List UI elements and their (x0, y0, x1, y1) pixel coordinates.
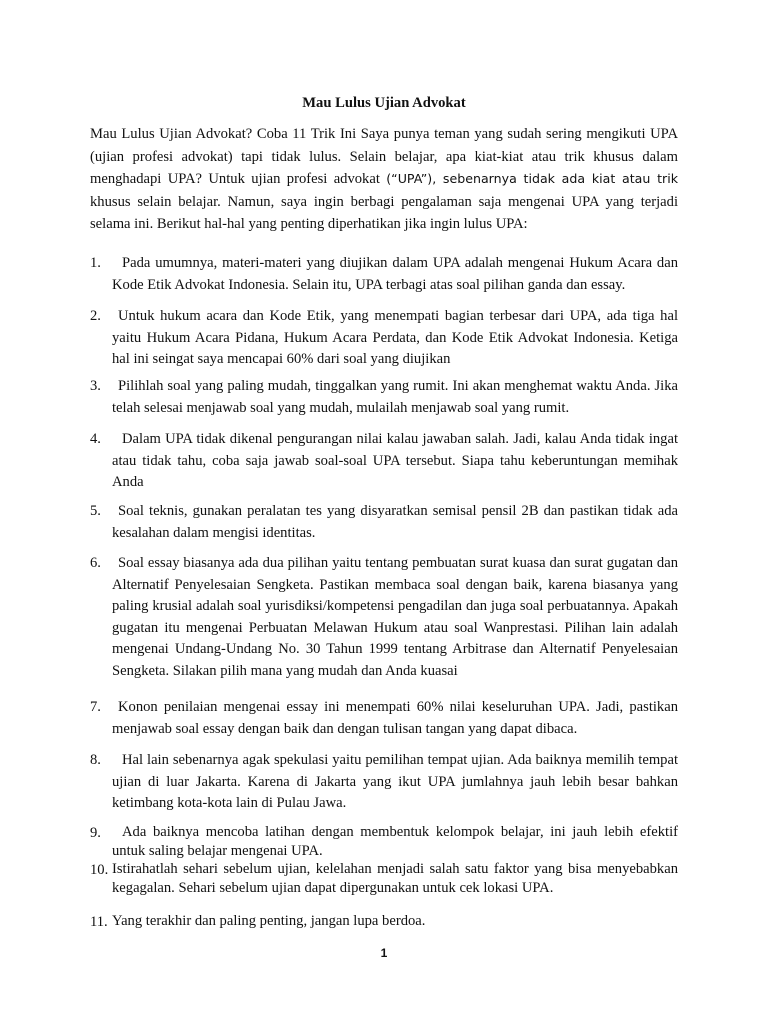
list-item-number: 3. (90, 378, 101, 394)
intro-text-3: khusus selain belajar. Namun, saya ingin berbagi pengalaman saja mengenai UPA yang terjadi selama ini. Berikut hal-hal yang penting diperhatikan jika ingin lulus UPA: (90, 193, 678, 232)
list-item (90, 429, 678, 494)
list-item-number: 2. (90, 308, 101, 324)
list-item (90, 376, 678, 419)
list-item (90, 501, 678, 544)
list-item-text: Soal essay biasanya ada dua pilihan yaitu tentang pembuatan surat kuasa dan surat gugatan dan Alternatif Penyelesaian Sengketa. Pastikan membaca soal dengan baik, karena biasanya yang paling krusial adalah soal yurisdiksi/kompetensi pengadilan dan juga soal perbuatannya. Apakah gugatan itu mengenai Perbuatan Melawan Hukum atau soal Wanprestasi. Pilihan lain adalah mengenai Undang-Undang No. 30 Tahun 1999 tentang Arbitrase dan Alternatif Penyelesaian Sengketa. Silakan pilih mana yang mudah dan Anda kuasai (112, 555, 678, 679)
list-item-text: Istirahatlah sehari sebelum ujian, kelelahan menjadi salah satu faktor yang bisa menyebabkan kegagalan. Sehari sebelum ujian dapat dipergunakan untuk cek lokasi UPA. (112, 861, 678, 896)
list-item (90, 860, 678, 898)
page-number: 1 (380, 946, 388, 960)
list-item-text: Ada baiknya mencoba latihan dengan membentuk kelompok belajar, ini jauh lebih efektif untuk saling belajar mengenai UPA. (112, 824, 678, 859)
list-item-number: 5. (90, 503, 101, 519)
list-item-number: 1. (90, 255, 101, 271)
list-item-text: Dalam UPA tidak dikenal pengurangan nilai kalau jawaban salah. Jadi, kalau Anda tidak ingat atau tidak tahu, coba saja jawab soal-soal UPA tersebut. Siapa tahu keberuntungan memihak Anda (112, 431, 678, 490)
list-item-number: 11. (90, 914, 108, 930)
list-item (90, 750, 678, 815)
document-title: Mau Lulus Ujian Advokat (302, 95, 466, 111)
list-item-text: Konon penilaian mengenai essay ini menempati 60% nilai keseluruhan UPA. Jadi, pastikan menjawab soal essay dengan baik dan dengan tulisan tangan yang dapat dibaca. (112, 699, 678, 737)
list-item-text: Pilihlah soal yang paling mudah, tinggalkan yang rumit. Ini akan menghemat waktu Anda. Jika telah selesai menjawab soal yang mudah, mulailah menjawab soal yang rumit. (112, 378, 678, 416)
list-item (90, 912, 678, 931)
list-item-text: Pada umumnya, materi-materi yang diujikan dalam UPA adalah mengenai Hukum Acara dan Kode Etik Advokat Indonesia. Selain itu, UPA terbagi atas soal pilihan ganda dan essay. (112, 255, 678, 293)
list-item-text: Hal lain sebenarnya agak spekulasi yaitu pemilihan tempat ujian. Ada baiknya memilih tempat ujian di luar Jakarta. Karena di Jakarta yang ikut UPA jumlahnya jauh lebih besar bahkan ketimbang kota-kota lain di Pulau Jawa. (112, 752, 678, 811)
list-item-text: Yang terakhir dan paling penting, jangan lupa berdoa. (112, 913, 426, 929)
list-item (90, 306, 678, 371)
list-item (90, 697, 678, 740)
list-item-number: 8. (90, 752, 101, 768)
list-item-text: Soal teknis, gunakan peralatan tes yang disyaratkan semisal pensil 2B dan pastikan tidak ada kesalahan dalam mengisi identitas. (112, 503, 678, 541)
list-item-number: 4. (90, 431, 101, 447)
intro-paragraph (90, 123, 678, 236)
list-item-text: Untuk hukum acara dan Kode Etik, yang menempati bagian terbesar dari UPA, ada tiga hal yaitu Hukum Acara Pidana, Hukum Acara Perdata, dan Kode Etik Advokat Indonesia. Ketiga hal ini seingat saya mencapai 60% dari soal yang diujikan (112, 308, 678, 367)
list-item-number: 10. (90, 862, 109, 878)
list-item-number: 7. (90, 699, 101, 715)
list-item (90, 823, 678, 861)
list-item-number: 6. (90, 555, 101, 571)
list-item-number: 9. (90, 825, 101, 841)
list-item (90, 553, 678, 682)
intro-text-2: (“UPA”), sebenarnya tidak ada kiat atau trik (386, 171, 678, 186)
intro-text-1: Mau Lulus Ujian Advokat? Coba 11 Trik Ini Saya punya teman yang sudah sering mengikuti UPA (ujian profesi advokat) tapi tidak lulus. Selain belajar, apa kiat-kiat atau trik khusus dalam menghadapi UPA? Untuk ujian profesi advokat (90, 126, 678, 187)
list-item (90, 253, 678, 296)
